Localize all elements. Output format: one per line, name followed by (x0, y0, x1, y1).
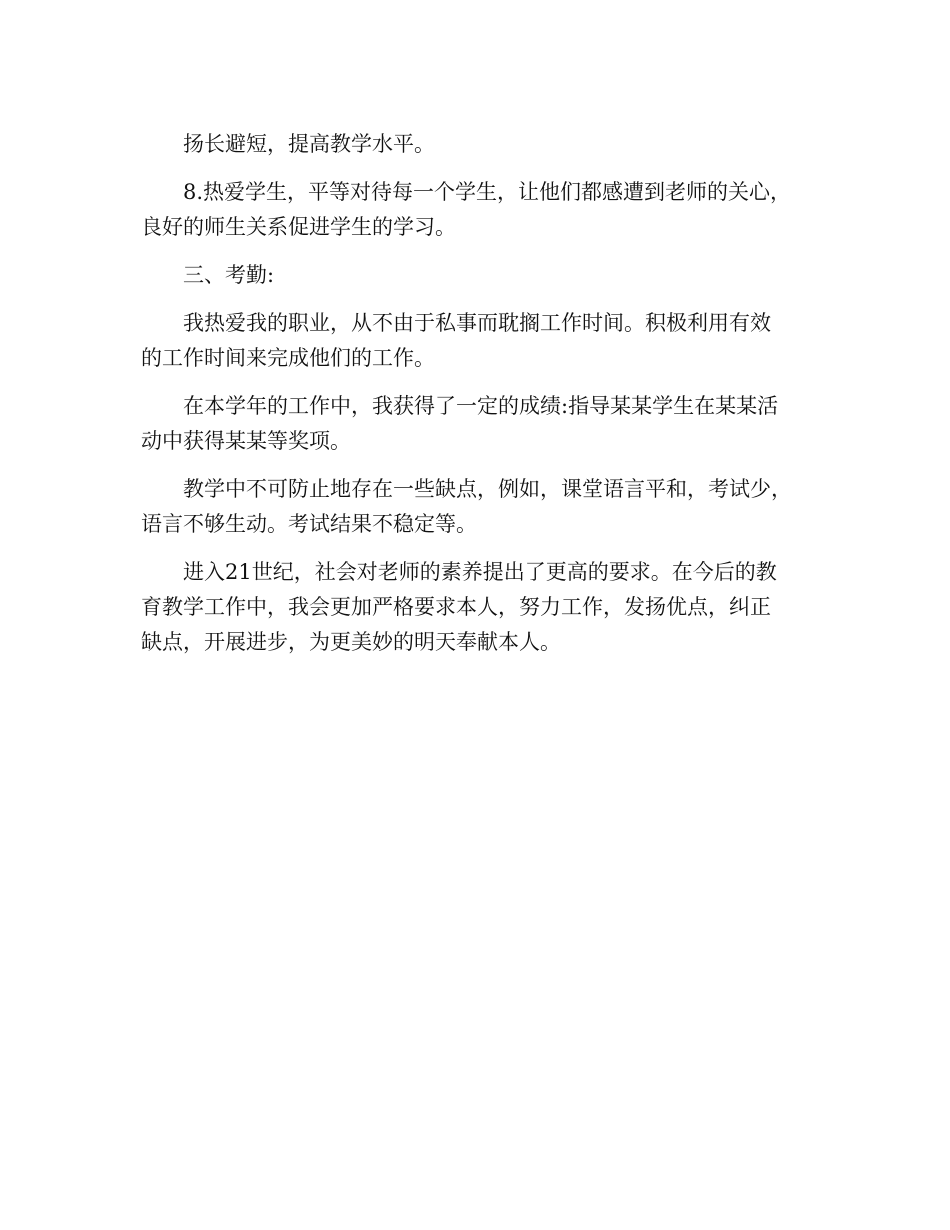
paragraph-2-line-2: 良好的师生关系促进学生的学习。 (141, 215, 456, 239)
paragraph-5-line-1: 在本学年的工作中，我获得了一定的成绩:指导某某学生在某某活 (183, 394, 779, 418)
paragraph-1-line-1: 扬长避短，提高教学水平。 (183, 132, 435, 156)
paragraph-6-line-2: 语言不够生动。考试结果不稳定等。 (141, 512, 477, 536)
paragraph-6-line-1: 教学中不可防止地存在一些缺点，例如，课堂语言平和，考试少， (183, 477, 792, 501)
paragraph-7-line-2: 育教学工作中，我会更加严格要求本人，努力工作，发扬优点，纠正 (141, 595, 771, 619)
section-heading-attendance: 三、考勤: (183, 263, 275, 287)
paragraph-7-line-3: 缺点，开展进步，为更美妙的明天奉献本人。 (141, 630, 561, 654)
paragraph-4-line-1: 我热爱我的职业，从不由于私事而耽搁工作时间。积极利用有效 (183, 311, 771, 335)
paragraph-4-line-2: 的工作时间来完成他们的工作。 (141, 346, 435, 370)
paragraph-7-line-1: 进入21世纪，社会对老师的素养提出了更高的要求。在今后的教 (183, 560, 777, 584)
document-body (141, 127, 821, 660)
paragraph-5-line-2: 动中获得某某等奖项。 (141, 429, 351, 453)
paragraph-2-line-1: 8.热爱学生，平等对待每一个学生，让他们都感遭到老师的关心， (183, 180, 792, 204)
